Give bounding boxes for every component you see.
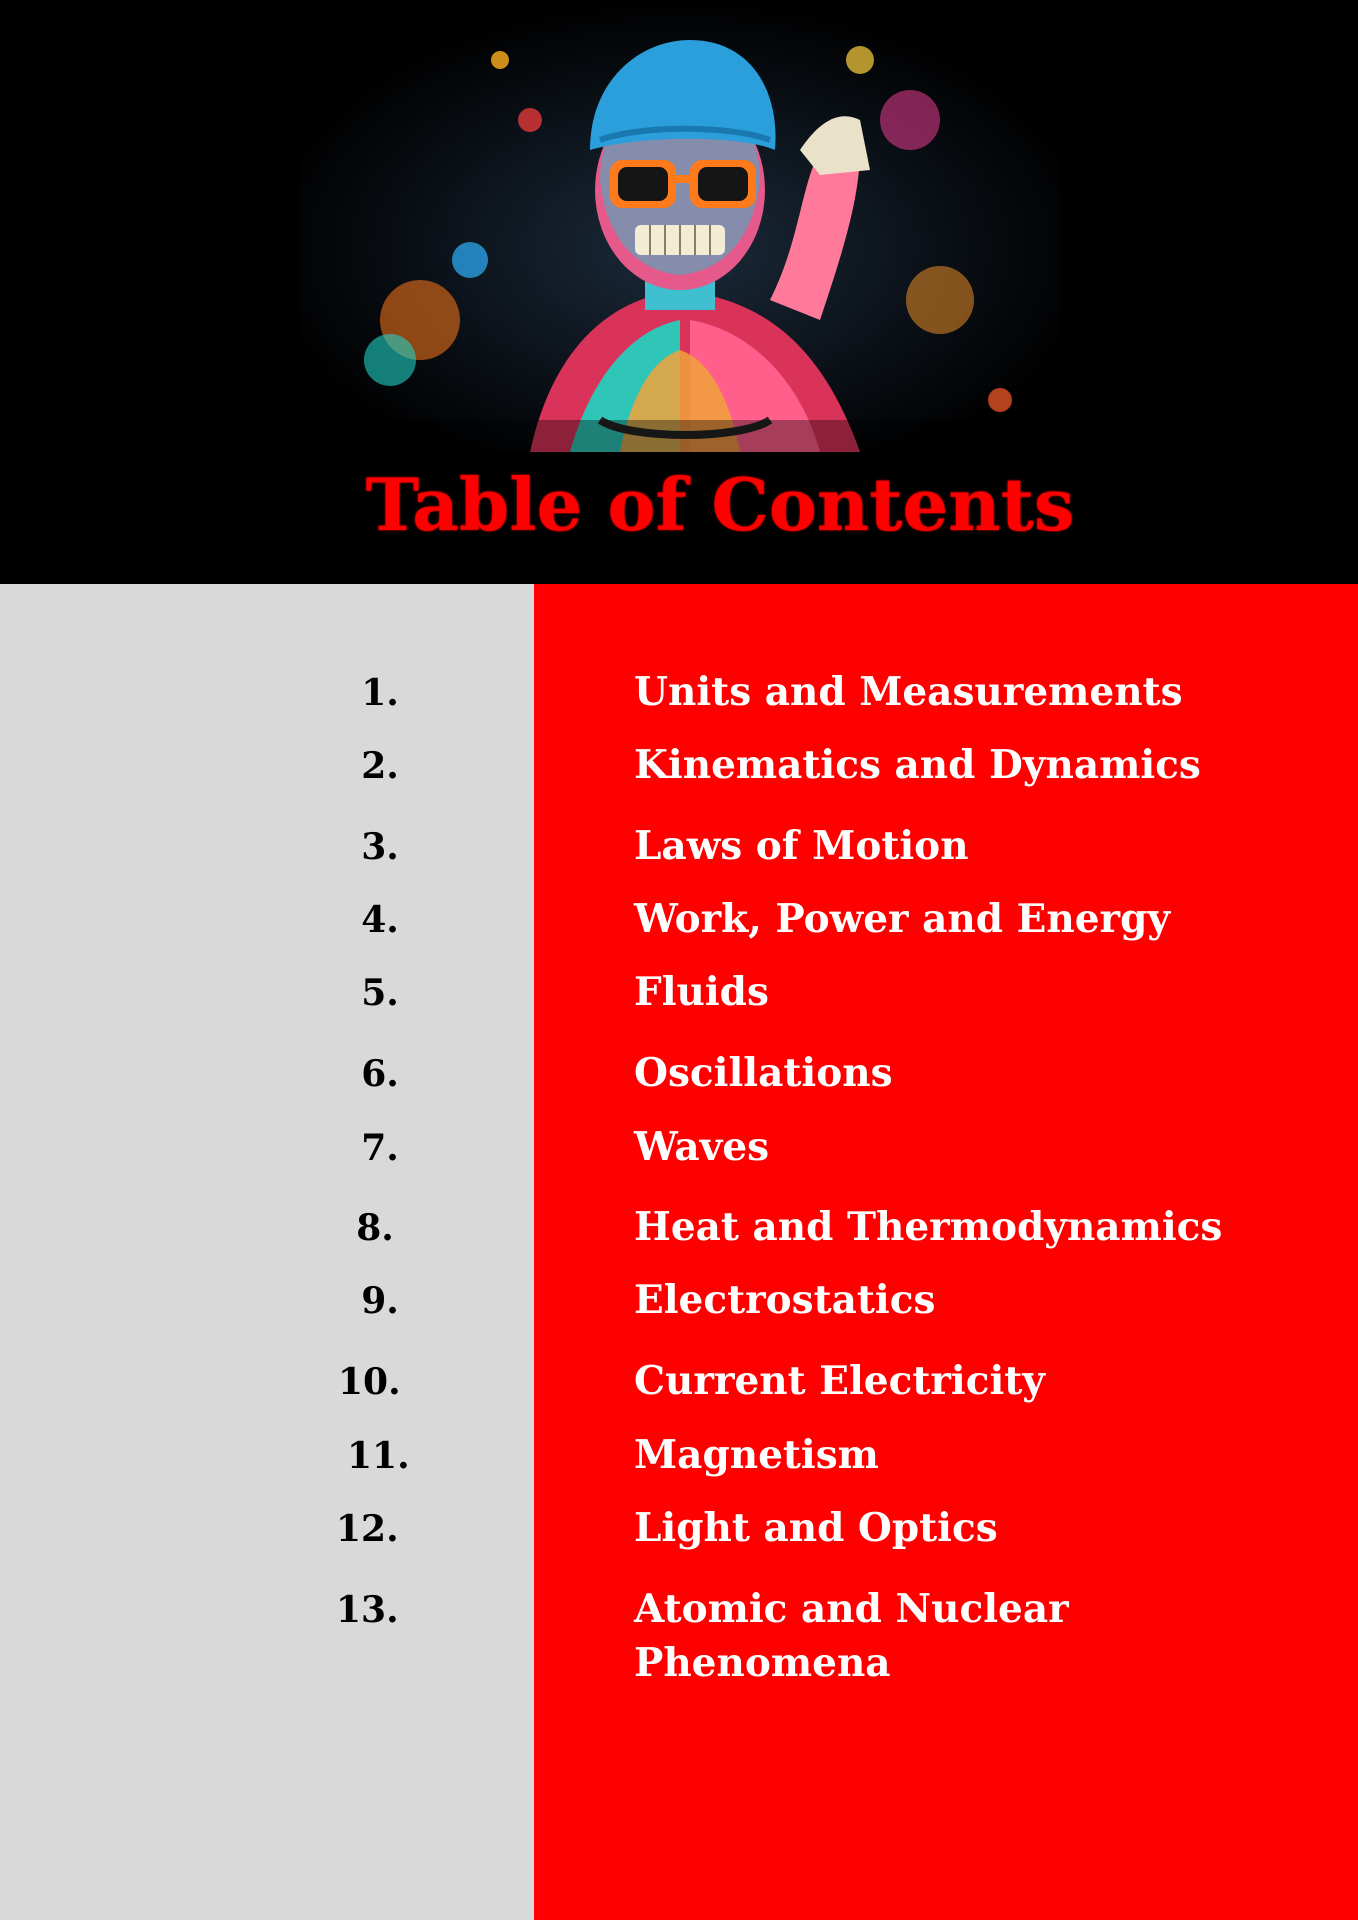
toc-item-number: 13. <box>336 1589 399 1631</box>
toc-item-label: Magnetism <box>634 1432 879 1478</box>
toc-item-label: Oscillations <box>634 1050 893 1096</box>
toc-item-number: 6. <box>361 1053 399 1095</box>
toc-item-label: Atomic and Nuclear Phenomena <box>634 1586 1069 1686</box>
toc-item-number: 5. <box>361 972 399 1014</box>
header <box>0 0 1358 584</box>
toc-item-number: 8. <box>356 1207 394 1249</box>
toc-item-number: 2. <box>361 745 399 787</box>
toc-item-number: 3. <box>361 826 399 868</box>
toc-item-label: Laws of Motion <box>634 823 969 869</box>
toc-item-number: 11. <box>347 1435 410 1477</box>
toc-item-label: Kinematics and Dynamics <box>634 742 1201 788</box>
toc-item-label: Electrostatics <box>634 1277 936 1323</box>
toc-item-number: 7. <box>361 1127 399 1169</box>
toc-number-column <box>0 584 534 1920</box>
toc-item-number: 9. <box>361 1280 399 1322</box>
toc-item-number: 10. <box>338 1361 401 1403</box>
toc-item-label: Current Electricity <box>634 1358 1045 1404</box>
toc-item-label: Heat and Thermodynamics <box>634 1204 1223 1250</box>
toc-item-label: Fluids <box>634 969 769 1015</box>
toc-item-label: Work, Power and Energy <box>634 896 1171 942</box>
toc-item-label: Light and Optics <box>634 1505 998 1551</box>
toc-item-number: 12. <box>336 1508 399 1550</box>
toc-item-number: 4. <box>361 899 399 941</box>
toc-item-label: Waves <box>634 1124 770 1170</box>
toc-item-number: 1. <box>361 672 399 714</box>
skeleton-illustration <box>300 0 1060 452</box>
toc-item-label: Units and Measurements <box>634 669 1183 715</box>
page-title: Table of Contents <box>365 462 1075 547</box>
